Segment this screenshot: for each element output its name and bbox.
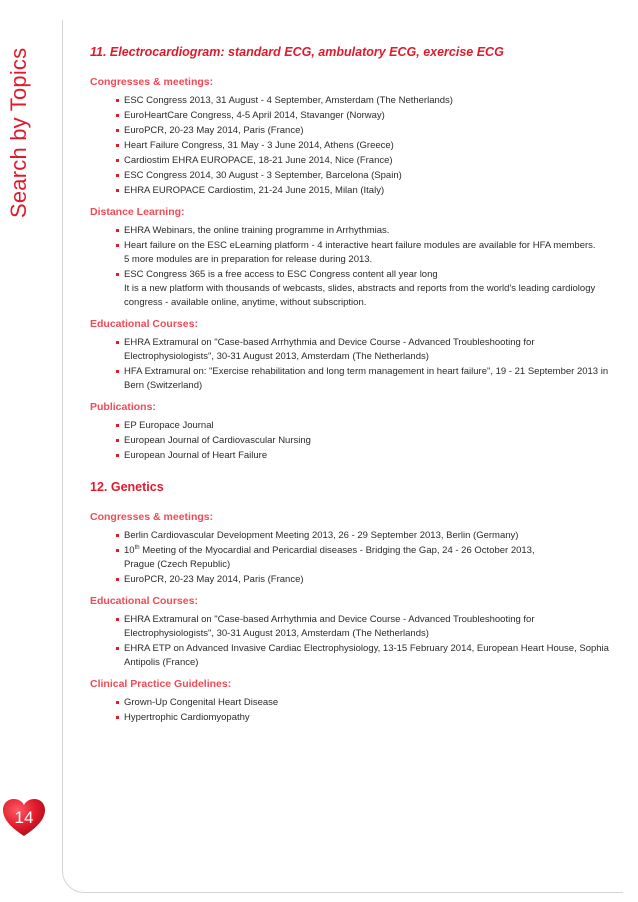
- list-item-line: Prague (Czech Republic): [124, 559, 231, 570]
- ordinal-number: 10: [124, 545, 135, 556]
- list-item: [116, 268, 610, 310]
- list-item-line: [124, 544, 610, 558]
- list-item: EuroPCR, 20-23 May 2014, Paris (France): [116, 573, 610, 587]
- list-item: [116, 544, 610, 572]
- list-item-line: ESC Congress 365 is a free access to ESC Congress content all year long: [124, 269, 438, 280]
- list-item: EHRA Extramural on "Case-based Arrhythmia and Device Course - Advanced Troubleshooting for Electrophysiologists", 30-31 August 2013, Amsterdam (The Netherlands): [116, 613, 610, 641]
- list-item-line: It is a new platform with thousands of webcasts, slides, abstracts and reports from the world's leading cardiology congress - available online, anytime, without subscription.: [124, 283, 596, 308]
- s12-guidelines-heading: Clinical Practice Guidelines:: [90, 678, 232, 690]
- list-item: EHRA EUROPACE Cardiostim, 21-24 June 2015, Milan (Italy): [116, 184, 610, 198]
- list-item-text: Meeting of the Myocardial and Pericardial diseases - Bridging the Gap, 24 - 26 October 2013,: [139, 545, 535, 556]
- list-item-line: Heart failure on the ESC eLearning platform - 4 interactive heart failure modules are available for HFA members.: [124, 240, 596, 251]
- list-item: Grown-Up Congenital Heart Disease: [116, 696, 610, 710]
- list-item: EHRA ETP on Advanced Invasive Cardiac Electrophysiology, 13-15 February 2014, European Heart House, Sophia Antipolis (France): [116, 642, 610, 670]
- s11-publications-list: [90, 419, 610, 463]
- s12-courses-list: [90, 613, 610, 670]
- s11-publications-heading: Publications:: [90, 401, 156, 413]
- s11-distance-heading: Distance Learning:: [90, 206, 185, 218]
- list-item: European Journal of Cardiovascular Nursing: [116, 434, 610, 448]
- list-item: Cardiostim EHRA EUROPACE, 18-21 June 2014, Nice (France): [116, 154, 610, 168]
- s12-courses-heading: Educational Courses:: [90, 595, 198, 607]
- s11-courses-heading: Educational Courses:: [90, 318, 198, 330]
- page-content: [90, 42, 610, 727]
- list-item: European Journal of Heart Failure: [116, 449, 610, 463]
- s12-congresses-heading: Congresses & meetings:: [90, 511, 214, 523]
- list-item: EP Europace Journal: [116, 419, 610, 433]
- s11-congresses-list: [90, 94, 610, 198]
- list-item-line: 5 more modules are in preparation for release during 2013.: [124, 254, 373, 265]
- list-item: ESC Congress 2013, 31 August - 4 September, Amsterdam (The Netherlands): [116, 94, 610, 108]
- s11-courses-list: [90, 336, 610, 393]
- section-12-title: 12. Genetics: [90, 480, 164, 494]
- list-item: ESC Congress 2014, 30 August - 3 September, Barcelona (Spain): [116, 169, 610, 183]
- list-item: Hypertrophic Cardiomyopathy: [116, 711, 610, 725]
- s12-congresses-list: [90, 529, 610, 587]
- section-11-title: 11. Electrocardiogram: standard ECG, ambulatory ECG, exercise ECG: [90, 45, 504, 59]
- list-item: EuroPCR, 20-23 May 2014, Paris (France): [116, 124, 610, 138]
- s11-distance-list: [90, 224, 610, 310]
- list-item: Heart Failure Congress, 31 May - 3 June 2014, Athens (Greece): [116, 139, 610, 153]
- list-item: [116, 239, 610, 267]
- s12-guidelines-list: [90, 696, 610, 725]
- list-item: EHRA Webinars, the online training programme in Arrhythmias.: [116, 224, 610, 238]
- list-item: Berlin Cardiovascular Development Meeting 2013, 26 - 29 September 2013, Berlin (Germany): [116, 529, 610, 543]
- ordinal-suffix: th: [134, 544, 140, 551]
- page-number: 14: [14, 808, 34, 827]
- list-item: EHRA Extramural on "Case-based Arrhythmia and Device Course - Advanced Troubleshooting for Electrophysiologists", 30-31 August 2013, Amsterdam (The Netherlands): [116, 336, 610, 364]
- list-item: HFA Extramural on: "Exercise rehabilitation and long term management in heart failure", 19 - 21 September 2013 in Bern (Switzerland): [116, 365, 610, 393]
- list-item: EuroHeartCare Congress, 4-5 April 2014, Stavanger (Norway): [116, 109, 610, 123]
- side-title: Search by Topics: [6, 47, 31, 218]
- s11-congresses-heading: Congresses & meetings:: [90, 76, 214, 88]
